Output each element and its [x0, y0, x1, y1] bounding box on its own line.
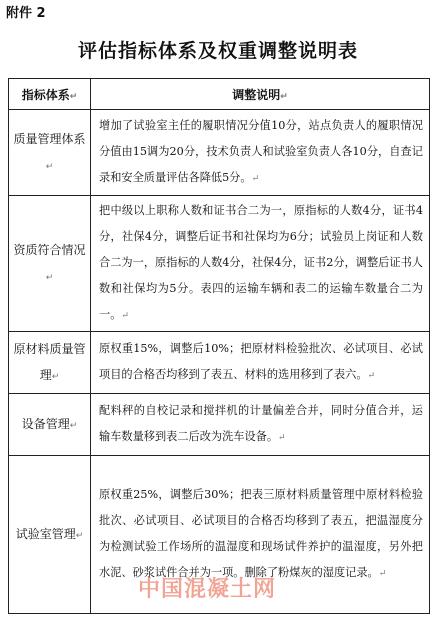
table-header-row: [9, 79, 430, 110]
indicator-cell: 资质符合情况↵: [9, 196, 91, 332]
header-explanation: 调整说明↵: [91, 79, 430, 110]
document-title: 评估指标体系及权重调整说明表: [77, 40, 358, 62]
explanation-cell: 配料秤的自校记录和搅拌机的计量偏差合并，同时分值合并，运输车数量移到表二后改为洗车设备。↵: [91, 394, 430, 456]
explanation-cell: 把中级以上职称人数和证书合二为一，原指标的人数4分，证书4分，社保4分，调整后证书和社保均为6分；试验员上岗证和人数合二为一，原指标的人数4分，社保4分，证书2分，调整后证书人数和社保均为5分。表四的运输车辆和表二的运输车数量合二为一。↵: [91, 196, 430, 332]
header-indicator: 指标体系↵: [9, 79, 91, 110]
table-row: [9, 110, 430, 196]
explanation-cell: 原权重25%，调整后30%；把表三原材料质量管理中原材料检验批次、必试项目、必试项目的合格否均移到了表五，把温湿度分为检测试验工作场所的温湿度和现场试件养护的温湿度，另外把水泥、砂浆试件合并为一项。删除了粉煤灰的湿度记录。↵: [91, 456, 430, 614]
explanation-cell: 增加了试验室主任的履职情况分值10分，站点负责人的履职情况分值由15调为20分，技术负责人和试验室负责人各10分，自查记录和安全质量评估各降低5分。↵: [91, 110, 430, 196]
indicator-cell: 质量管理体系↵: [9, 110, 91, 196]
indicator-cell: 原材料质量管理↵: [9, 332, 91, 394]
site-watermark: 中国混凝土网: [138, 577, 277, 602]
adjustment-table: [8, 78, 430, 614]
table-row: [9, 394, 430, 456]
table-row: [9, 456, 430, 614]
attachment-label: 附件 2: [6, 6, 46, 21]
table-row: [9, 332, 430, 394]
indicator-cell: 试验室管理↵: [9, 456, 91, 614]
explanation-cell: 原权重15%，调整后10%；把原材料检验批次、必试项目、必试项目的合格否均移到了表五、材料的选用移到了表六。↵: [91, 332, 430, 394]
indicator-cell: 设备管理↵: [9, 394, 91, 456]
table-row: [9, 196, 430, 332]
